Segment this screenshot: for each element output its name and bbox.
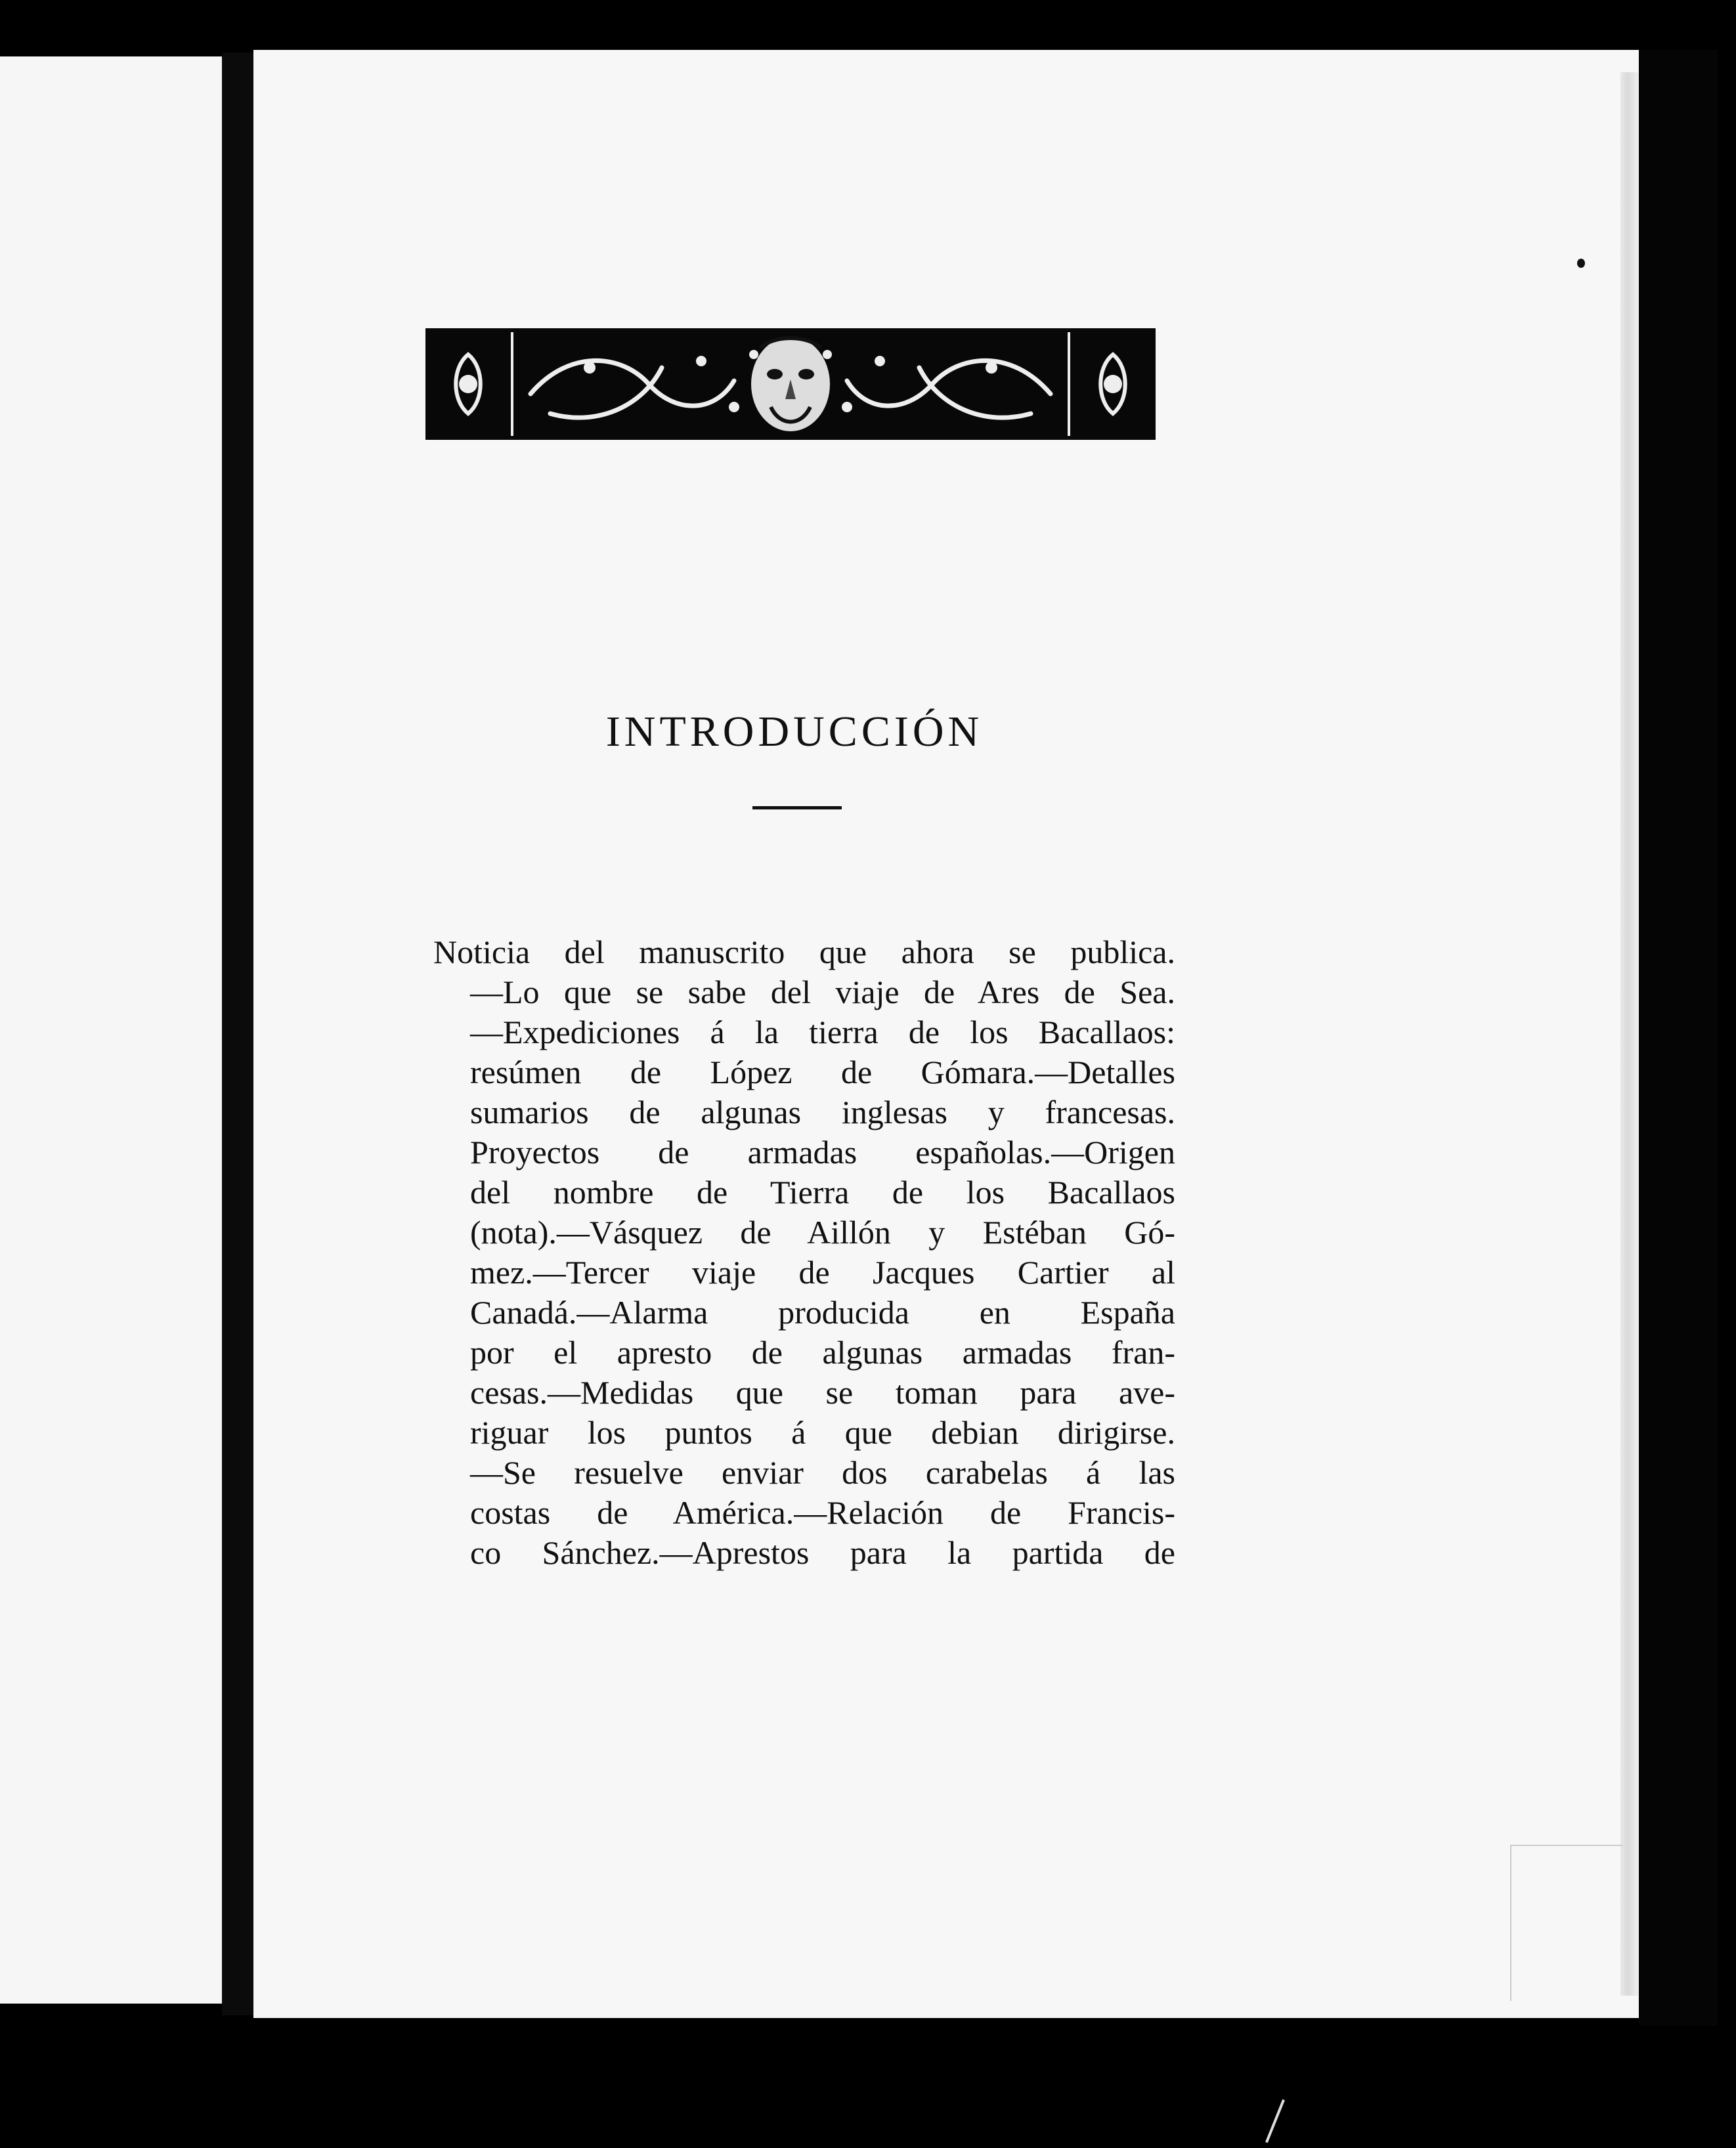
summary-line: Canadá.—Alarma producida en España [470, 1294, 1175, 1331]
ornament-mask-icon [425, 328, 1156, 440]
summary-line: del nombre de Tierra de los Bacallaos [470, 1174, 1175, 1211]
summary-line: sumarios de algunas inglesas y francesas. [470, 1094, 1175, 1130]
section-title: INTRODUCCIÓN [605, 708, 984, 756]
summary-line: mez.—Tercer viaje de Jacques Cartier al [470, 1254, 1175, 1291]
scan-frame-right [1639, 50, 1718, 2026]
page-corner-fold [1510, 1845, 1623, 2001]
scan-scratch [1265, 2099, 1285, 2143]
summary-line: Noticia del manuscrito que ahora se publica. [433, 934, 1175, 970]
summary-line: cesas.—Medidas que se toman para ave- [470, 1374, 1175, 1411]
scan-speck [1577, 259, 1585, 268]
decorative-header-ornament [425, 328, 1156, 440]
summary-line: co Sánchez.—Aprestos para la partida de [470, 1534, 1175, 1571]
summary-line: por el apresto de algunas armadas fran- [470, 1334, 1175, 1371]
summary-line: costas de América.—Relación de Francis- [470, 1494, 1175, 1531]
summary-line: Proyectos de armadas españolas.—Origen [470, 1134, 1175, 1171]
summary-line: —Expediciones á la tierra de los Bacallaos: [470, 1014, 1175, 1050]
facing-page-edge [0, 56, 222, 2004]
summary-line: (nota).—Vásquez de Aillón y Estéban Gó- [470, 1214, 1175, 1251]
summary-line: —Se resuelve enviar dos carabelas á las [470, 1454, 1175, 1491]
book-gutter [222, 53, 253, 2015]
summary-line: riguar los puntos á que debian dirigirse. [470, 1414, 1175, 1451]
title-rule [752, 806, 842, 809]
summary-line: —Lo que se sabe del viaje de Ares de Sea. [470, 974, 1175, 1010]
summary-line: resúmen de López de Gómara.—Detalles [470, 1054, 1175, 1090]
page-edge-shadow [1620, 72, 1639, 1996]
chapter-summary [433, 932, 1175, 1573]
